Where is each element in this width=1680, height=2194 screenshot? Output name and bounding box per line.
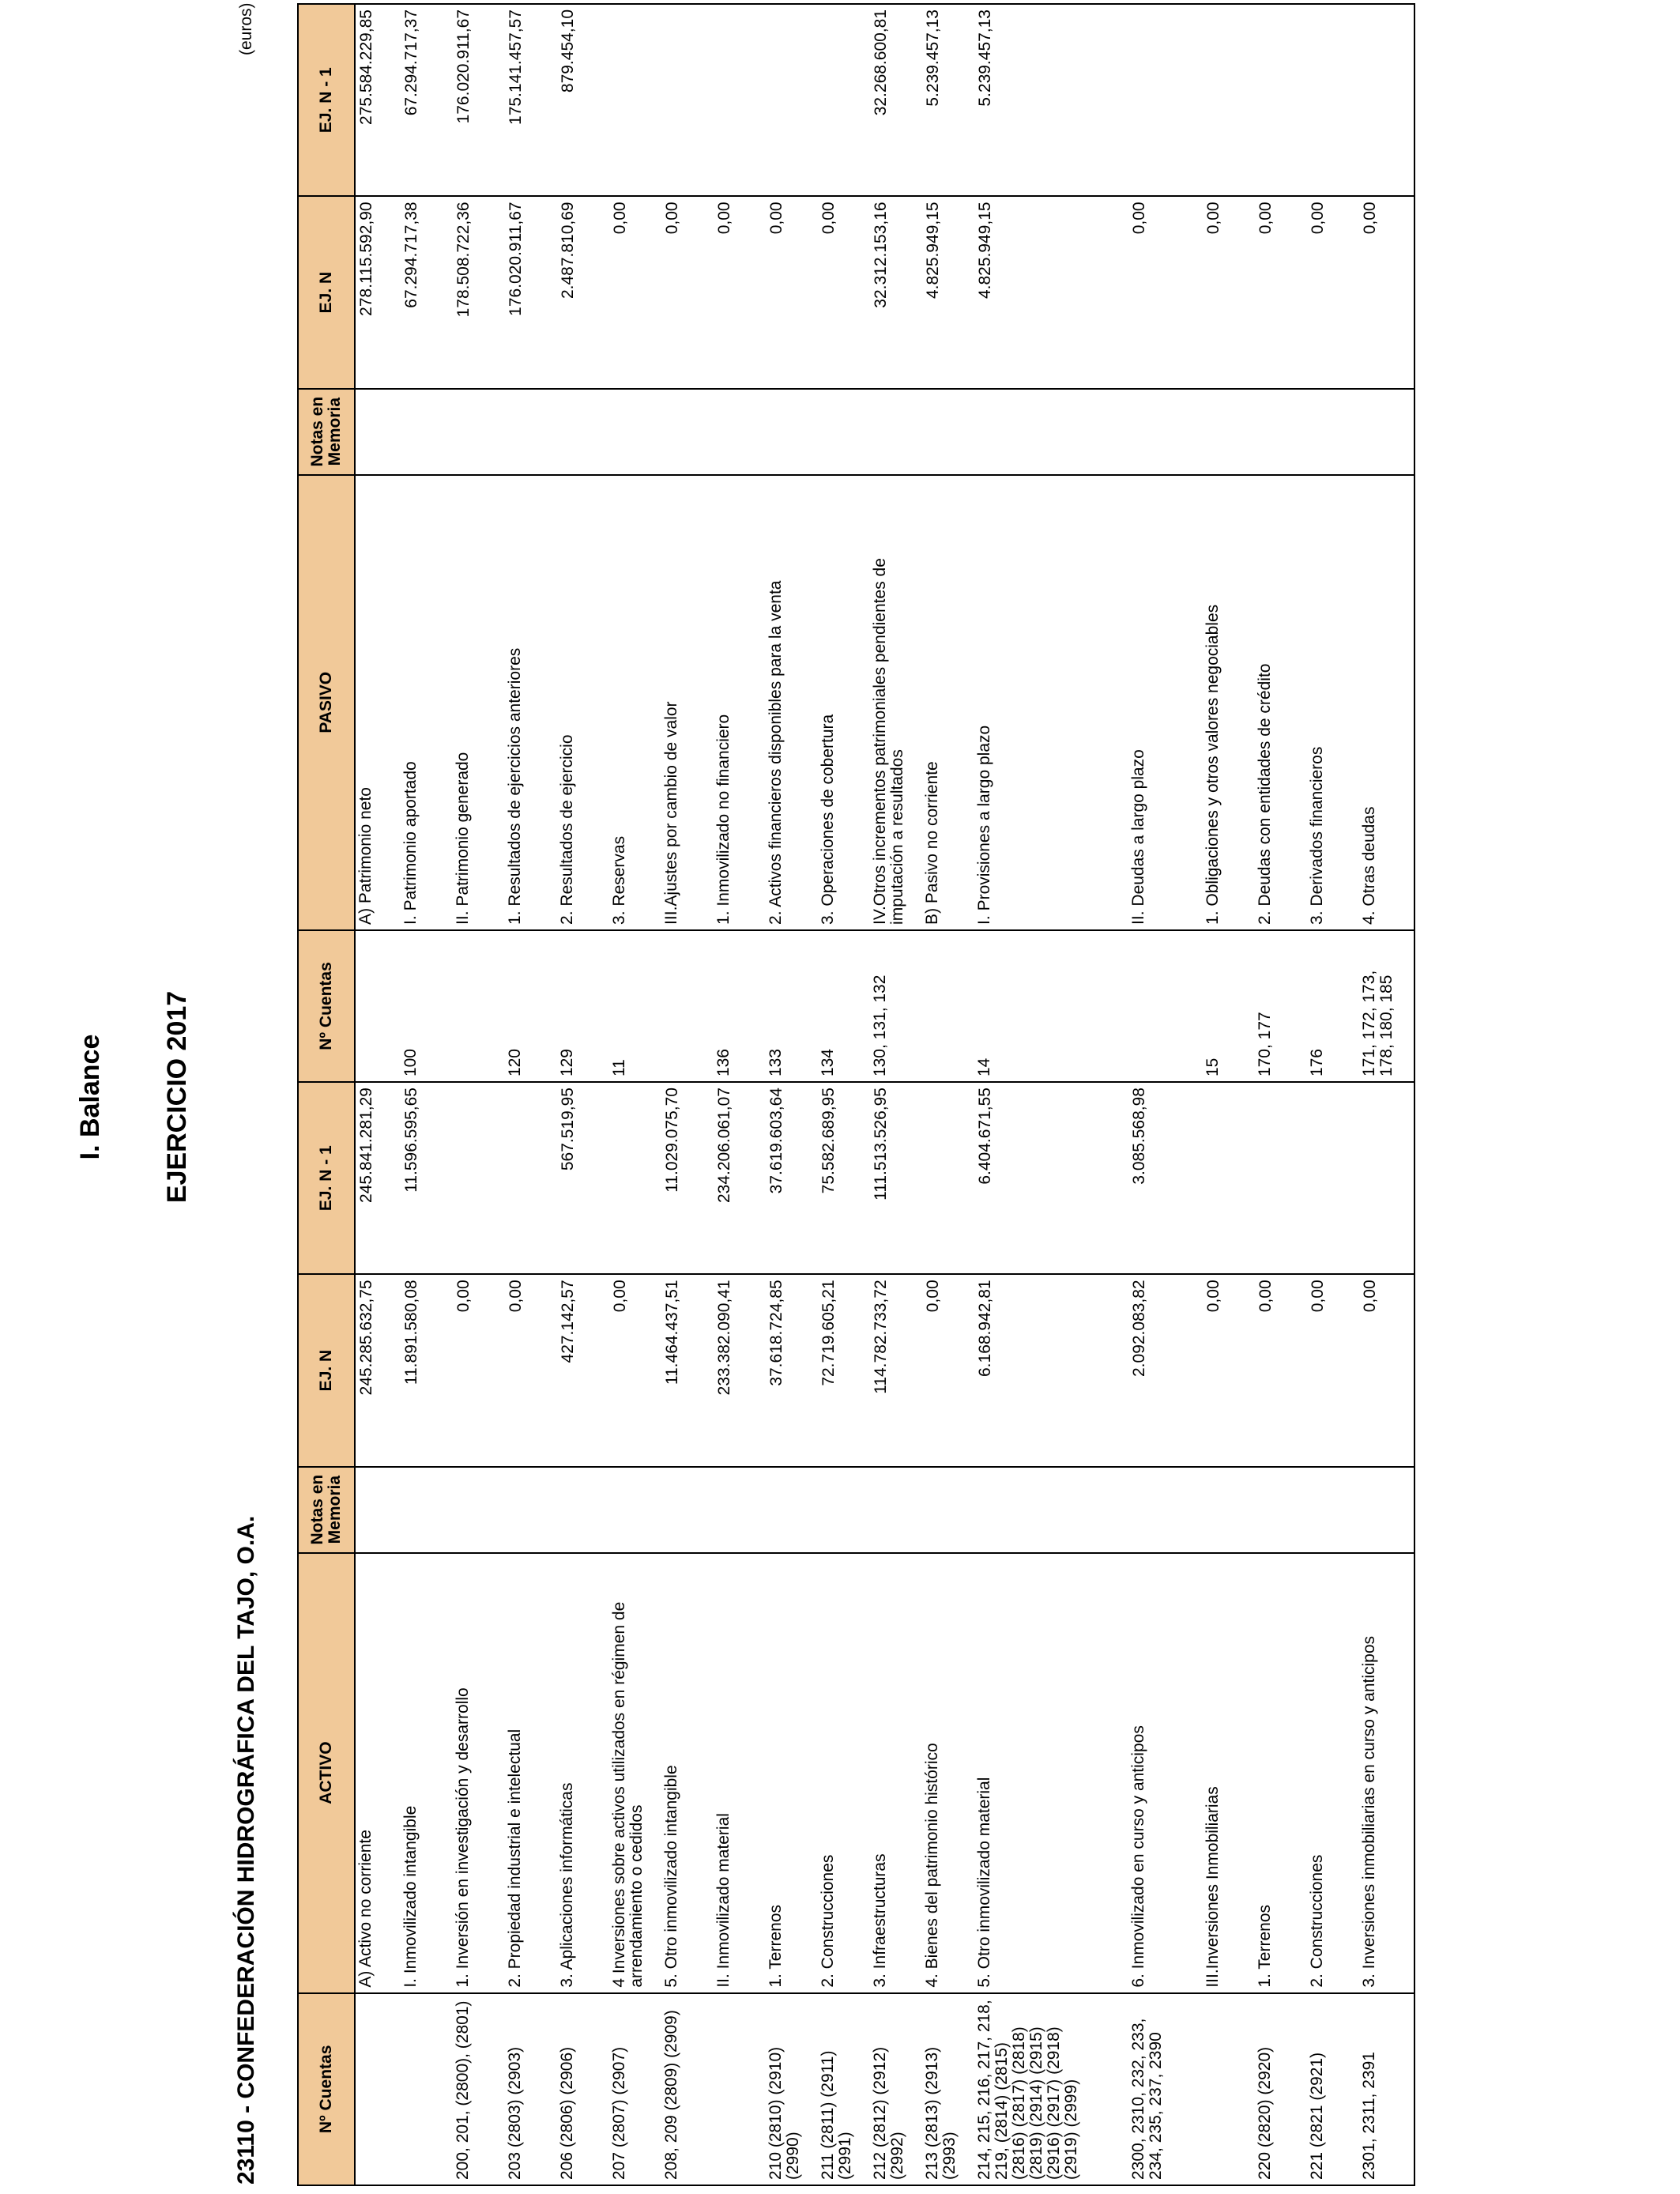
pasivo-label-cell: A) Patrimonio neto bbox=[355, 475, 401, 930]
activo-ejn-cell: 2.092.083,82 bbox=[1128, 1274, 1203, 1466]
table-row bbox=[974, 4, 1128, 2185]
pasivo-ejn1-cell bbox=[1307, 4, 1359, 196]
activo-notas-cell bbox=[1307, 1467, 1359, 1553]
pasivo-notas-cell bbox=[1128, 389, 1203, 475]
header-pasivo-ejn1: EJ. N - 1 bbox=[298, 4, 355, 196]
pasivo-cuentas-cell: 133 bbox=[766, 930, 818, 1082]
activo-notas-cell bbox=[355, 1467, 401, 1553]
activo-cuentas-cell: 211 (2811) (2911) (2991) bbox=[818, 1993, 870, 2185]
pasivo-ejn-cell: 2.487.810,69 bbox=[557, 196, 609, 388]
activo-ejn-cell: 233.382.090,41 bbox=[714, 1274, 766, 1466]
pasivo-ejn-cell: 67.294.717,38 bbox=[401, 196, 453, 388]
pasivo-notas-cell bbox=[714, 389, 766, 475]
table-row bbox=[818, 4, 870, 2185]
activo-label-cell: 3. Inversiones inmobiliarias en curso y anticipos bbox=[1359, 1553, 1414, 1993]
header-activo: ACTIVO bbox=[298, 1553, 355, 1993]
pasivo-notas-cell bbox=[1307, 389, 1359, 475]
activo-ejn1-cell bbox=[609, 1082, 661, 1274]
pasivo-label-cell: 2. Resultados de ejercicio bbox=[557, 475, 609, 930]
pasivo-ejn1-cell: 32.268.600,81 bbox=[870, 4, 922, 196]
activo-cuentas-cell bbox=[401, 1993, 453, 2185]
activo-ejn-cell: 0,00 bbox=[1359, 1274, 1414, 1466]
pasivo-ejn-cell: 0,00 bbox=[818, 196, 870, 388]
pasivo-ejn-cell: 0,00 bbox=[1359, 196, 1414, 388]
activo-ejn-cell: 11.891.580,08 bbox=[401, 1274, 453, 1466]
header-pasivo: PASIVO bbox=[298, 475, 355, 930]
activo-label-cell: 3. Aplicaciones informáticas bbox=[557, 1553, 609, 1993]
activo-label-cell: III.Inversiones Inmobiliarias bbox=[1203, 1553, 1255, 1993]
pasivo-label-cell: IV.Otros incrementos patrimoniales pendientes de imputación a resultados bbox=[870, 475, 922, 930]
pasivo-label-cell: 1. Resultados de ejercicios anteriores bbox=[505, 475, 557, 930]
table-row bbox=[870, 4, 922, 2185]
pasivo-ejn1-cell bbox=[818, 4, 870, 196]
activo-ejn-cell: 245.285.632,75 bbox=[355, 1274, 401, 1466]
activo-ejn1-cell bbox=[505, 1082, 557, 1274]
activo-cuentas-cell: 208, 209 (2809) (2909) bbox=[661, 1993, 714, 2185]
activo-cuentas-cell: 212 (2812) (2912) (2992) bbox=[870, 1993, 922, 2185]
header-pasivo-ejn: EJ. N bbox=[298, 196, 355, 388]
activo-ejn1-cell bbox=[453, 1082, 505, 1274]
activo-notas-cell bbox=[557, 1467, 609, 1553]
pasivo-label-cell: 3. Operaciones de cobertura bbox=[818, 475, 870, 930]
pasivo-ejn1-cell: 175.141.457,57 bbox=[505, 4, 557, 196]
activo-cuentas-cell: 206 (2806) (2906) bbox=[557, 1993, 609, 2185]
pasivo-cuentas-cell: 136 bbox=[714, 930, 766, 1082]
pasivo-notas-cell bbox=[661, 389, 714, 475]
activo-label-cell: 1. Inversión en investigación y desarrollo bbox=[453, 1553, 505, 1993]
table-row bbox=[453, 4, 505, 2185]
activo-ejn-cell: 0,00 bbox=[453, 1274, 505, 1466]
activo-ejn-cell: 0,00 bbox=[922, 1274, 974, 1466]
activo-ejn1-cell bbox=[1307, 1082, 1359, 1274]
pasivo-cuentas-cell: 100 bbox=[401, 930, 453, 1082]
activo-ejn-cell: 72.719.605,21 bbox=[818, 1274, 870, 1466]
activo-label-cell: 4. Bienes del patrimonio histórico bbox=[922, 1553, 974, 1993]
activo-label-cell: 5. Otro inmovilizado material bbox=[974, 1553, 1128, 1993]
activo-cuentas-cell: 203 (2803) (2903) bbox=[505, 1993, 557, 2185]
activo-ejn1-cell bbox=[922, 1082, 974, 1274]
pasivo-ejn-cell: 32.312.153,16 bbox=[870, 196, 922, 388]
pasivo-ejn-cell: 178.508.722,36 bbox=[453, 196, 505, 388]
pasivo-ejn-cell: 0,00 bbox=[1128, 196, 1203, 388]
activo-cuentas-cell: 2301, 2311, 2391 bbox=[1359, 1993, 1414, 2185]
table-row bbox=[1255, 4, 1307, 2185]
pasivo-label-cell: 2. Activos financieros disponibles para la venta bbox=[766, 475, 818, 930]
activo-notas-cell bbox=[1359, 1467, 1414, 1553]
activo-label-cell: 1. Terrenos bbox=[1255, 1553, 1307, 1993]
pasivo-notas-cell bbox=[355, 389, 401, 475]
activo-ejn-cell: 114.782.733,72 bbox=[870, 1274, 922, 1466]
activo-label-cell: 1. Terrenos bbox=[766, 1553, 818, 1993]
pasivo-cuentas-cell: 14 bbox=[974, 930, 1128, 1082]
activo-ejn1-cell: 111.513.526,95 bbox=[870, 1082, 922, 1274]
table-header-row bbox=[298, 4, 355, 2185]
activo-ejn1-cell: 11.029.075,70 bbox=[661, 1082, 714, 1274]
table-row bbox=[557, 4, 609, 2185]
table-row bbox=[401, 4, 453, 2185]
pasivo-ejn-cell: 0,00 bbox=[1255, 196, 1307, 388]
pasivo-notas-cell bbox=[401, 389, 453, 475]
pasivo-notas-cell bbox=[453, 389, 505, 475]
activo-cuentas-cell: 200, 201, (2800), (2801) bbox=[453, 1993, 505, 2185]
header-activo-ejn1: EJ. N - 1 bbox=[298, 1082, 355, 1274]
pasivo-cuentas-cell: 170, 177 bbox=[1255, 930, 1307, 1082]
pasivo-ejn1-cell bbox=[609, 4, 661, 196]
activo-notas-cell bbox=[1203, 1467, 1255, 1553]
currency-unit: (euros) bbox=[237, 2, 255, 55]
table-body bbox=[355, 4, 1414, 2185]
activo-ejn1-cell bbox=[1255, 1082, 1307, 1274]
table-row bbox=[922, 4, 974, 2185]
pasivo-ejn1-cell: 176.020.911,67 bbox=[453, 4, 505, 196]
activo-ejn-cell: 37.618.724,85 bbox=[766, 1274, 818, 1466]
pasivo-ejn1-cell bbox=[714, 4, 766, 196]
activo-ejn1-cell: 11.596.595,65 bbox=[401, 1082, 453, 1274]
pasivo-ejn-cell: 176.020.911,67 bbox=[505, 196, 557, 388]
activo-cuentas-cell: 221 (2821 (2921) bbox=[1307, 1993, 1359, 2185]
activo-cuentas-cell: 2300, 2310, 232, 233, 234, 235, 237, 2390 bbox=[1128, 1993, 1203, 2185]
table-row bbox=[1128, 4, 1203, 2185]
activo-label-cell: II. Inmovilizado material bbox=[714, 1553, 766, 1993]
pasivo-cuentas-cell: 171, 172, 173, 178, 180, 185 bbox=[1359, 930, 1414, 1082]
pasivo-ejn1-cell bbox=[1128, 4, 1203, 196]
activo-label-cell: 2. Construcciones bbox=[1307, 1553, 1359, 1993]
activo-label-cell: 4 Inversiones sobre activos utilizados en régimen de arrendamiento o cedidos bbox=[609, 1553, 661, 1993]
pasivo-label-cell: 4. Otras deudas bbox=[1359, 475, 1414, 930]
table-row bbox=[661, 4, 714, 2185]
entity-name: 23110 - CONFEDERACIÓN HIDROGRÁFICA DEL TAJO, O.A. bbox=[233, 1515, 259, 2185]
activo-cuentas-cell bbox=[355, 1993, 401, 2185]
header-activo-ejn: EJ. N bbox=[298, 1274, 355, 1466]
pasivo-cuentas-cell bbox=[922, 930, 974, 1082]
pasivo-ejn-cell: 0,00 bbox=[714, 196, 766, 388]
pasivo-ejn1-cell bbox=[1359, 4, 1414, 196]
activo-cuentas-cell: 220 (2820) (2920) bbox=[1255, 1993, 1307, 2185]
pasivo-ejn-cell: 0,00 bbox=[661, 196, 714, 388]
pasivo-ejn1-cell: 5.239.457,13 bbox=[922, 4, 974, 196]
activo-ejn1-cell: 234.206.061,07 bbox=[714, 1082, 766, 1274]
activo-label-cell: 2. Construcciones bbox=[818, 1553, 870, 1993]
activo-label-cell: 3. Infraestructuras bbox=[870, 1553, 922, 1993]
activo-ejn1-cell: 567.519,95 bbox=[557, 1082, 609, 1274]
pasivo-cuentas-cell: 120 bbox=[505, 930, 557, 1082]
pasivo-notas-cell bbox=[870, 389, 922, 475]
pasivo-ejn1-cell: 67.294.717,37 bbox=[401, 4, 453, 196]
activo-ejn-cell: 6.168.942,81 bbox=[974, 1274, 1128, 1466]
pasivo-ejn-cell: 278.115.592,90 bbox=[355, 196, 401, 388]
activo-ejn-cell: 0,00 bbox=[1307, 1274, 1359, 1466]
activo-ejn-cell: 11.464.437,51 bbox=[661, 1274, 714, 1466]
pasivo-label-cell: B) Pasivo no corriente bbox=[922, 475, 974, 930]
pasivo-label-cell: II. Deudas a largo plazo bbox=[1128, 475, 1203, 930]
pasivo-ejn-cell: 0,00 bbox=[766, 196, 818, 388]
table-row bbox=[505, 4, 557, 2185]
activo-cuentas-cell: 210 (2810) (2910) (2990) bbox=[766, 1993, 818, 2185]
activo-cuentas-cell: 207 (2807) (2907) bbox=[609, 1993, 661, 2185]
pasivo-cuentas-cell: 11 bbox=[609, 930, 661, 1082]
activo-notas-cell bbox=[453, 1467, 505, 1553]
pasivo-label-cell: III.Ajustes por cambio de valor bbox=[661, 475, 714, 930]
header-pasivo-cuentas: Nº Cuentas bbox=[298, 930, 355, 1082]
pasivo-ejn1-cell: 879.454,10 bbox=[557, 4, 609, 196]
pasivo-cuentas-cell bbox=[355, 930, 401, 1082]
activo-ejn1-cell: 3.085.568,98 bbox=[1128, 1082, 1203, 1274]
activo-label-cell: I. Inmovilizado intangible bbox=[401, 1553, 453, 1993]
pasivo-ejn-cell: 4.825.949,15 bbox=[922, 196, 974, 388]
table-row bbox=[766, 4, 818, 2185]
pasivo-cuentas-cell bbox=[1128, 930, 1203, 1082]
activo-ejn1-cell: 6.404.671,55 bbox=[974, 1082, 1128, 1274]
activo-notas-cell bbox=[766, 1467, 818, 1553]
activo-notas-cell bbox=[974, 1467, 1128, 1553]
activo-cuentas-cell bbox=[714, 1993, 766, 2185]
pasivo-ejn1-cell bbox=[766, 4, 818, 196]
activo-cuentas-cell: 213 (2813) (2913) (2993) bbox=[922, 1993, 974, 2185]
page-subtitle: EJERCICIO 2017 bbox=[162, 990, 192, 1204]
pasivo-ejn-cell: 4.825.949,15 bbox=[974, 196, 1128, 388]
activo-ejn1-cell: 75.582.689,95 bbox=[818, 1082, 870, 1274]
pasivo-notas-cell bbox=[922, 389, 974, 475]
activo-label-cell: 2. Propiedad industrial e intelectual bbox=[505, 1553, 557, 1993]
activo-notas-cell bbox=[818, 1467, 870, 1553]
activo-notas-cell bbox=[505, 1467, 557, 1553]
pasivo-notas-cell bbox=[974, 389, 1128, 475]
pasivo-cuentas-cell: 15 bbox=[1203, 930, 1255, 1082]
activo-ejn-cell: 0,00 bbox=[1203, 1274, 1255, 1466]
header-pasivo-notas: Notas en Memoria bbox=[298, 389, 355, 475]
activo-notas-cell bbox=[661, 1467, 714, 1553]
table-row bbox=[1359, 4, 1414, 2185]
activo-ejn1-cell: 245.841.281,29 bbox=[355, 1082, 401, 1274]
activo-ejn-cell: 0,00 bbox=[1255, 1274, 1307, 1466]
pasivo-notas-cell bbox=[1255, 389, 1307, 475]
pasivo-ejn1-cell: 275.584.229,85 bbox=[355, 4, 401, 196]
pasivo-notas-cell bbox=[1203, 389, 1255, 475]
pasivo-label-cell: 2. Deudas con entidades de crédito bbox=[1255, 475, 1307, 930]
pasivo-label-cell: 1. Obligaciones y otros valores negociables bbox=[1203, 475, 1255, 930]
activo-ejn-cell: 427.142,57 bbox=[557, 1274, 609, 1466]
activo-label-cell: 6. Inmovilizado en curso y anticipos bbox=[1128, 1553, 1203, 1993]
activo-label-cell: 5. Otro inmovilizado intangible bbox=[661, 1553, 714, 1993]
pasivo-notas-cell bbox=[1359, 389, 1414, 475]
activo-cuentas-cell bbox=[1203, 1993, 1255, 2185]
balance-table bbox=[297, 3, 1415, 2186]
activo-cuentas-cell: 214, 215, 216, 217, 218, 219, (2814) (2815) (2816) (2817) (2818) (2819) (2914) (2915) (2916) (2917) (2918) (2919) (2999) bbox=[974, 1993, 1128, 2185]
activo-notas-cell bbox=[401, 1467, 453, 1553]
pasivo-ejn-cell: 0,00 bbox=[1203, 196, 1255, 388]
pasivo-cuentas-cell: 130, 131, 132 bbox=[870, 930, 922, 1082]
table-row bbox=[1203, 4, 1255, 2185]
pasivo-label-cell: 1. Inmovilizado no financiero bbox=[714, 475, 766, 930]
header-activo-cuentas: Nº Cuentas bbox=[298, 1993, 355, 2185]
page-title: I. Balance bbox=[75, 1034, 105, 1160]
activo-ejn-cell: 0,00 bbox=[609, 1274, 661, 1466]
pasivo-cuentas-cell bbox=[453, 930, 505, 1082]
activo-label-cell: A) Activo no corriente bbox=[355, 1553, 401, 1993]
activo-notas-cell bbox=[870, 1467, 922, 1553]
table-row bbox=[355, 4, 401, 2185]
pasivo-notas-cell bbox=[818, 389, 870, 475]
pasivo-notas-cell bbox=[609, 389, 661, 475]
pasivo-label-cell: I. Provisiones a largo plazo bbox=[974, 475, 1128, 930]
pasivo-ejn1-cell bbox=[661, 4, 714, 196]
pasivo-label-cell: 3. Reservas bbox=[609, 475, 661, 930]
pasivo-ejn1-cell: 5.239.457,13 bbox=[974, 4, 1128, 196]
pasivo-cuentas-cell: 176 bbox=[1307, 930, 1359, 1082]
pasivo-ejn1-cell bbox=[1255, 4, 1307, 196]
pasivo-cuentas-cell: 129 bbox=[557, 930, 609, 1082]
pasivo-label-cell: 3. Derivados financieros bbox=[1307, 475, 1359, 930]
activo-ejn1-cell bbox=[1203, 1082, 1255, 1274]
pasivo-notas-cell bbox=[505, 389, 557, 475]
activo-notas-cell bbox=[922, 1467, 974, 1553]
activo-notas-cell bbox=[714, 1467, 766, 1553]
pasivo-cuentas-cell bbox=[661, 930, 714, 1082]
pasivo-label-cell: II. Patrimonio generado bbox=[453, 475, 505, 930]
activo-ejn1-cell: 37.619.603,64 bbox=[766, 1082, 818, 1274]
pasivo-ejn-cell: 0,00 bbox=[1307, 196, 1359, 388]
table-row bbox=[714, 4, 766, 2185]
table-row bbox=[1307, 4, 1359, 2185]
activo-notas-cell bbox=[1255, 1467, 1307, 1553]
table-row bbox=[609, 4, 661, 2185]
pasivo-notas-cell bbox=[766, 389, 818, 475]
header-activo-notas: Notas en Memoria bbox=[298, 1467, 355, 1553]
pasivo-ejn1-cell bbox=[1203, 4, 1255, 196]
pasivo-label-cell: I. Patrimonio aportado bbox=[401, 475, 453, 930]
pasivo-notas-cell bbox=[557, 389, 609, 475]
activo-ejn1-cell bbox=[1359, 1082, 1414, 1274]
activo-notas-cell bbox=[609, 1467, 661, 1553]
pasivo-ejn-cell: 0,00 bbox=[609, 196, 661, 388]
pasivo-cuentas-cell: 134 bbox=[818, 930, 870, 1082]
activo-notas-cell bbox=[1128, 1467, 1203, 1553]
activo-ejn-cell: 0,00 bbox=[505, 1274, 557, 1466]
